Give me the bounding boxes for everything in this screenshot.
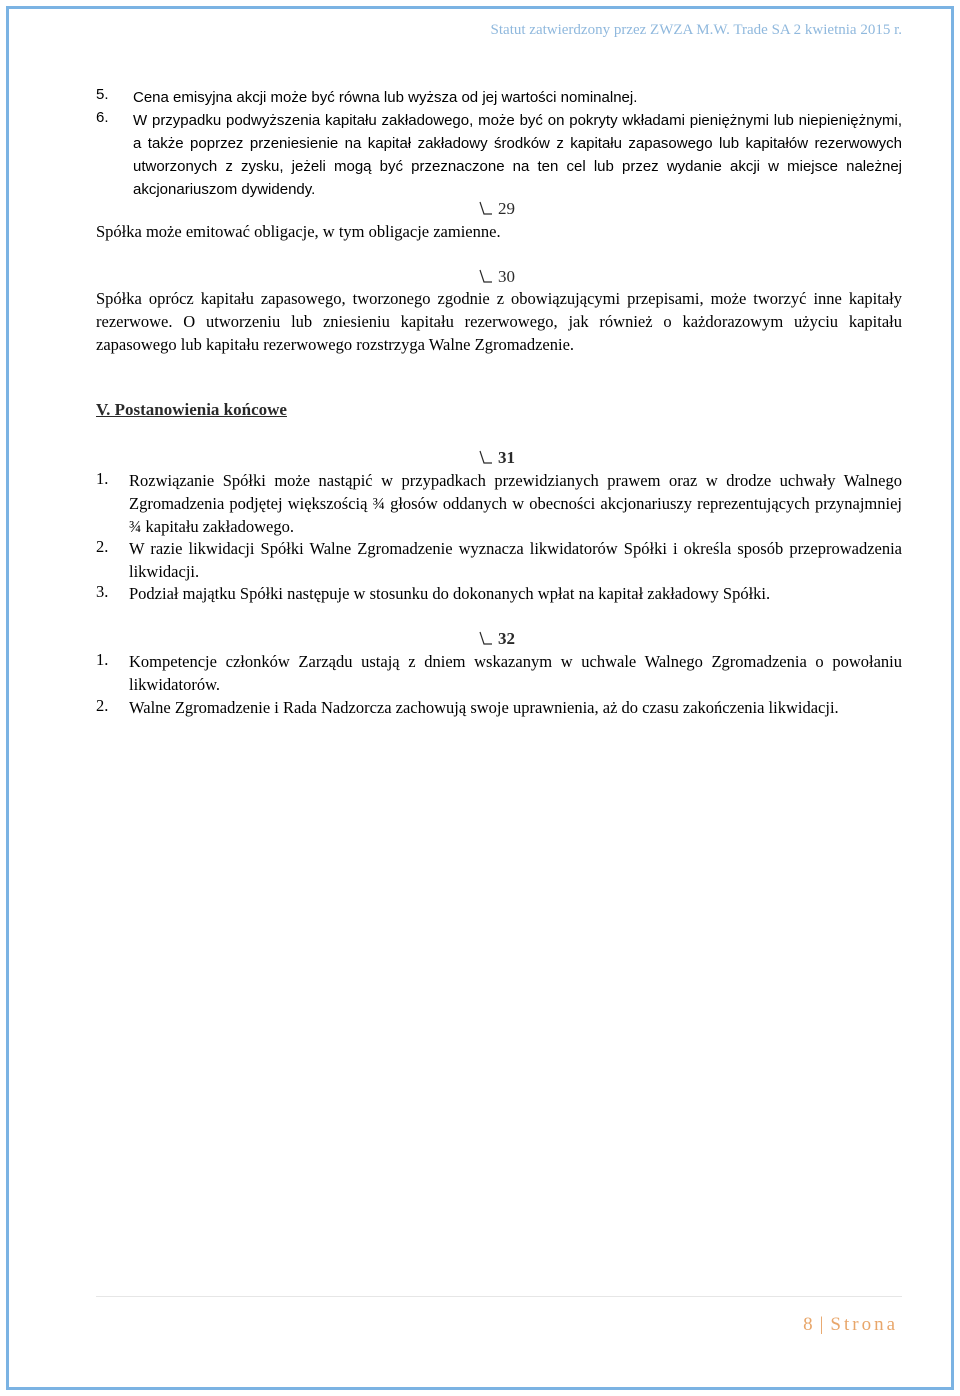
item-number: 5.: [96, 86, 109, 103]
item-number: 6.: [96, 109, 109, 126]
list-item: [96, 696, 902, 742]
section-heading: [478, 198, 515, 219]
item-text: Walne Zgromadzenie i Rada Nadzorcza zachowują swoje uprawnienia, aż do czasu zakończenia likwidacji.: [129, 698, 839, 717]
list-item: [96, 650, 902, 696]
list-item: [96, 469, 902, 539]
section-number: 31: [498, 448, 515, 467]
page-footer: [803, 1314, 898, 1336]
list-item: [96, 109, 902, 201]
page-label: Strona: [830, 1314, 898, 1335]
section-number: 30: [498, 267, 515, 286]
page-number: 8: [803, 1314, 816, 1335]
page-header: Statut zatwierdzony przez ZWZA M.W. Trade SA 2 kwietnia 2015 r.: [490, 22, 902, 38]
section-number: 29: [498, 199, 515, 218]
item-text: W razie likwidacji Spółki Walne Zgromadzenie wyznacza likwidatorów Spółki i określa sposób przeprowadzenia likwidacji.: [129, 539, 902, 581]
section-text: Spółka oprócz kapitału zapasowego, tworzonego zgodnie z obowiązującymi przepisami, może tworzyć inne kapitały rezerwowe. O utworzeniu lub zniesieniu kapitału rezerwowego, jak również o każdorazowym użyciu kapitału zapasowego lub kapitału rezerwowego rozstrzyga Walne Zgromadzenie.: [96, 289, 902, 354]
item-number: 3.: [96, 582, 109, 601]
section-sign-icon: [478, 198, 494, 216]
item-text: Podział majątku Spółki następuje w stosunku do dokonanych wpłat na kapitał zakładowy Spółki.: [129, 584, 771, 603]
item-text: Cena emisyjna akcji może być równa lub wyższa od jej wartości nominalnej.: [133, 89, 638, 106]
item-text: W przypadku podwyższenia kapitału zakładowego, może być on pokryty wkładami pieniężnymi lub niepieniężnymi, a także poprzez przeniesienie na kapitał zakładowy środków z kapitału zapasowego lub kapitałów rezerwowych utworzonych z zysku, jeżeli mogą być przeznaczone na ten cel lub przez wydanie akcji w miejsce należnej akcjonariuszom dywidendy.: [133, 112, 902, 198]
item-number: 1.: [96, 469, 109, 488]
section-heading: [478, 628, 515, 649]
section-sign-icon: [478, 628, 494, 646]
section-text: Spółka może emitować obligacje, w tym obligacje zamienne.: [96, 222, 501, 241]
item-number: 2.: [96, 537, 109, 556]
section-sign-icon: [478, 266, 494, 284]
list-item: [96, 582, 902, 606]
item-text: Rozwiązanie Spółki może nastąpić w przypadkach przewidzianych prawem oraz w drodze uchwały Walnego Zgromadzenia podjętej większością ¾ głosów oddanych w obecności akcjonariuszy reprezentujących przynajmniej ¾ kapitału zakładowego.: [129, 471, 902, 536]
item-text: Kompetencje członków Zarządu ustają z dniem wskazanym w uchwale Walnego Zgromadzenia o powołaniu likwidatorów.: [129, 652, 902, 694]
section-heading: [478, 447, 515, 468]
section-number: 32: [498, 629, 515, 648]
footer-divider: [96, 1296, 902, 1297]
item-number: 2.: [96, 696, 109, 715]
item-number: 1.: [96, 650, 109, 669]
list-item: [96, 537, 902, 583]
chapter-title: V. Postanowienia końcowe: [96, 400, 287, 419]
list-item: [96, 86, 902, 110]
footer-separator: |: [819, 1314, 827, 1335]
section-sign-icon: [478, 447, 494, 465]
section-heading: [478, 266, 515, 287]
